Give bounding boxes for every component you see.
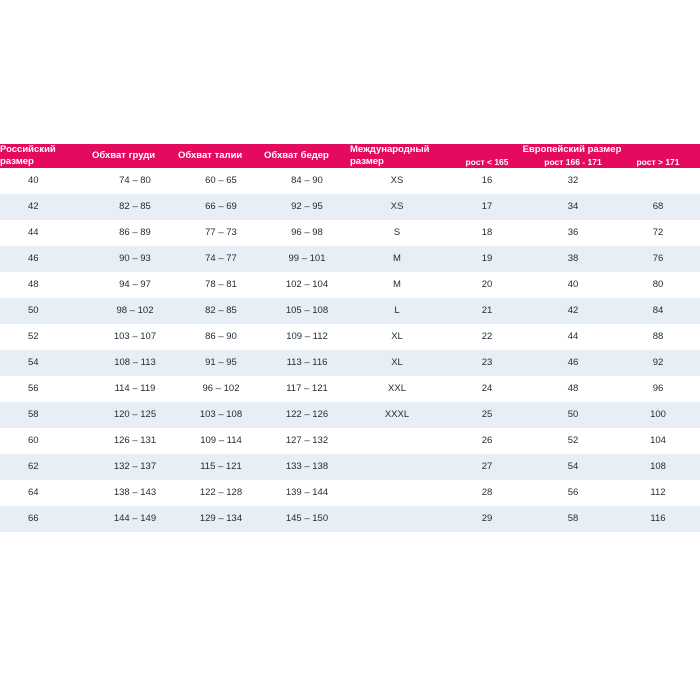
cell-eu-over-171: 100 — [616, 402, 700, 428]
cell-eu-under-165: 17 — [444, 194, 530, 220]
table-header — [0, 144, 700, 168]
cell-eu-over-171: 116 — [616, 506, 700, 532]
cell-russian-size: 54 — [0, 350, 92, 376]
table-row — [0, 480, 700, 506]
header-waist: Обхват талии — [178, 144, 264, 168]
table-row — [0, 402, 700, 428]
cell-eu-166-171: 54 — [530, 454, 616, 480]
cell-russian-size: 40 — [0, 168, 92, 194]
cell-chest: 114 – 119 — [92, 376, 178, 402]
cell-hips: 84 – 90 — [264, 168, 350, 194]
cell-waist: 86 – 90 — [178, 324, 264, 350]
cell-waist: 122 – 128 — [178, 480, 264, 506]
table-row — [0, 298, 700, 324]
cell-chest: 132 – 137 — [92, 454, 178, 480]
cell-international — [350, 428, 444, 454]
cell-chest: 144 – 149 — [92, 506, 178, 532]
table-row — [0, 246, 700, 272]
cell-eu-166-171: 34 — [530, 194, 616, 220]
cell-eu-under-165: 29 — [444, 506, 530, 532]
table-row — [0, 324, 700, 350]
cell-eu-over-171: 72 — [616, 220, 700, 246]
cell-international: XS — [350, 194, 444, 220]
cell-eu-under-165: 22 — [444, 324, 530, 350]
cell-russian-size: 46 — [0, 246, 92, 272]
cell-waist: 78 – 81 — [178, 272, 264, 298]
cell-eu-under-165: 20 — [444, 272, 530, 298]
cell-eu-over-171: 84 — [616, 298, 700, 324]
cell-chest: 126 – 131 — [92, 428, 178, 454]
cell-international: M — [350, 272, 444, 298]
header-hips: Обхват бедер — [264, 144, 350, 168]
cell-hips: 127 – 132 — [264, 428, 350, 454]
cell-russian-size: 56 — [0, 376, 92, 402]
cell-hips: 122 – 126 — [264, 402, 350, 428]
cell-eu-166-171: 50 — [530, 402, 616, 428]
cell-eu-under-165: 19 — [444, 246, 530, 272]
header-height-under-165: рост < 165 — [444, 157, 530, 168]
table-row — [0, 194, 700, 220]
cell-international: XL — [350, 350, 444, 376]
cell-hips: 117 – 121 — [264, 376, 350, 402]
cell-waist: 96 – 102 — [178, 376, 264, 402]
cell-eu-166-171: 38 — [530, 246, 616, 272]
cell-eu-166-171: 58 — [530, 506, 616, 532]
cell-eu-over-171: 68 — [616, 194, 700, 220]
cell-eu-over-171: 88 — [616, 324, 700, 350]
cell-international — [350, 454, 444, 480]
cell-international — [350, 480, 444, 506]
cell-russian-size: 58 — [0, 402, 92, 428]
cell-hips: 99 – 101 — [264, 246, 350, 272]
header-international-size: Международный размер — [350, 144, 444, 168]
cell-waist: 66 – 69 — [178, 194, 264, 220]
cell-hips: 102 – 104 — [264, 272, 350, 298]
cell-waist: 60 – 65 — [178, 168, 264, 194]
cell-chest: 120 – 125 — [92, 402, 178, 428]
table-row — [0, 350, 700, 376]
table-row — [0, 376, 700, 402]
cell-chest: 82 – 85 — [92, 194, 178, 220]
cell-eu-under-165: 28 — [444, 480, 530, 506]
cell-international: M — [350, 246, 444, 272]
header-chest: Обхват груди — [92, 144, 178, 168]
size-chart-container — [0, 144, 700, 532]
cell-international: L — [350, 298, 444, 324]
cell-eu-over-171: 92 — [616, 350, 700, 376]
header-height-166-171: рост 166 - 171 — [530, 157, 616, 168]
cell-eu-over-171: 104 — [616, 428, 700, 454]
cell-eu-166-171: 48 — [530, 376, 616, 402]
cell-waist: 77 – 73 — [178, 220, 264, 246]
cell-international: XS — [350, 168, 444, 194]
cell-eu-166-171: 42 — [530, 298, 616, 324]
cell-chest: 108 – 113 — [92, 350, 178, 376]
cell-chest: 98 – 102 — [92, 298, 178, 324]
cell-eu-under-165: 25 — [444, 402, 530, 428]
cell-chest: 74 – 80 — [92, 168, 178, 194]
table-row — [0, 428, 700, 454]
cell-eu-under-165: 18 — [444, 220, 530, 246]
cell-international — [350, 506, 444, 532]
cell-waist: 109 – 114 — [178, 428, 264, 454]
table-row — [0, 272, 700, 298]
header-row-primary — [0, 144, 700, 157]
cell-chest: 94 – 97 — [92, 272, 178, 298]
cell-waist: 103 – 108 — [178, 402, 264, 428]
header-european-size: Европейский размер — [444, 144, 700, 157]
cell-eu-166-171: 40 — [530, 272, 616, 298]
cell-waist: 115 – 121 — [178, 454, 264, 480]
cell-eu-over-171: 96 — [616, 376, 700, 402]
cell-eu-166-171: 36 — [530, 220, 616, 246]
cell-eu-166-171: 56 — [530, 480, 616, 506]
cell-russian-size: 48 — [0, 272, 92, 298]
cell-eu-under-165: 23 — [444, 350, 530, 376]
cell-eu-under-165: 26 — [444, 428, 530, 454]
cell-eu-over-171: 76 — [616, 246, 700, 272]
cell-eu-over-171 — [616, 168, 700, 194]
cell-russian-size: 42 — [0, 194, 92, 220]
cell-chest: 86 – 89 — [92, 220, 178, 246]
cell-international: XXXL — [350, 402, 444, 428]
table-row — [0, 168, 700, 194]
cell-russian-size: 52 — [0, 324, 92, 350]
cell-chest: 103 – 107 — [92, 324, 178, 350]
cell-waist: 129 – 134 — [178, 506, 264, 532]
cell-international: S — [350, 220, 444, 246]
cell-eu-166-171: 52 — [530, 428, 616, 454]
cell-waist: 91 – 95 — [178, 350, 264, 376]
cell-russian-size: 62 — [0, 454, 92, 480]
cell-russian-size: 60 — [0, 428, 92, 454]
cell-international: XL — [350, 324, 444, 350]
cell-russian-size: 64 — [0, 480, 92, 506]
cell-eu-166-171: 44 — [530, 324, 616, 350]
cell-eu-under-165: 24 — [444, 376, 530, 402]
cell-hips: 92 – 95 — [264, 194, 350, 220]
cell-waist: 82 – 85 — [178, 298, 264, 324]
cell-eu-over-171: 80 — [616, 272, 700, 298]
cell-russian-size: 44 — [0, 220, 92, 246]
table-body — [0, 168, 700, 532]
cell-waist: 74 – 77 — [178, 246, 264, 272]
cell-hips: 96 – 98 — [264, 220, 350, 246]
cell-hips: 105 – 108 — [264, 298, 350, 324]
cell-eu-over-171: 112 — [616, 480, 700, 506]
cell-eu-under-165: 16 — [444, 168, 530, 194]
cell-eu-under-165: 27 — [444, 454, 530, 480]
table-row — [0, 454, 700, 480]
cell-chest: 138 – 143 — [92, 480, 178, 506]
table-row — [0, 506, 700, 532]
cell-hips: 139 – 144 — [264, 480, 350, 506]
cell-hips: 145 – 150 — [264, 506, 350, 532]
header-russian-size: Российский размер — [0, 144, 92, 168]
cell-hips: 109 – 112 — [264, 324, 350, 350]
cell-international: XXL — [350, 376, 444, 402]
cell-hips: 113 – 116 — [264, 350, 350, 376]
cell-eu-166-171: 32 — [530, 168, 616, 194]
cell-russian-size: 50 — [0, 298, 92, 324]
cell-eu-under-165: 21 — [444, 298, 530, 324]
table-row — [0, 220, 700, 246]
cell-eu-166-171: 46 — [530, 350, 616, 376]
cell-russian-size: 66 — [0, 506, 92, 532]
cell-hips: 133 – 138 — [264, 454, 350, 480]
cell-chest: 90 – 93 — [92, 246, 178, 272]
header-height-over-171: рост > 171 — [616, 157, 700, 168]
size-chart-table — [0, 144, 700, 532]
cell-eu-over-171: 108 — [616, 454, 700, 480]
